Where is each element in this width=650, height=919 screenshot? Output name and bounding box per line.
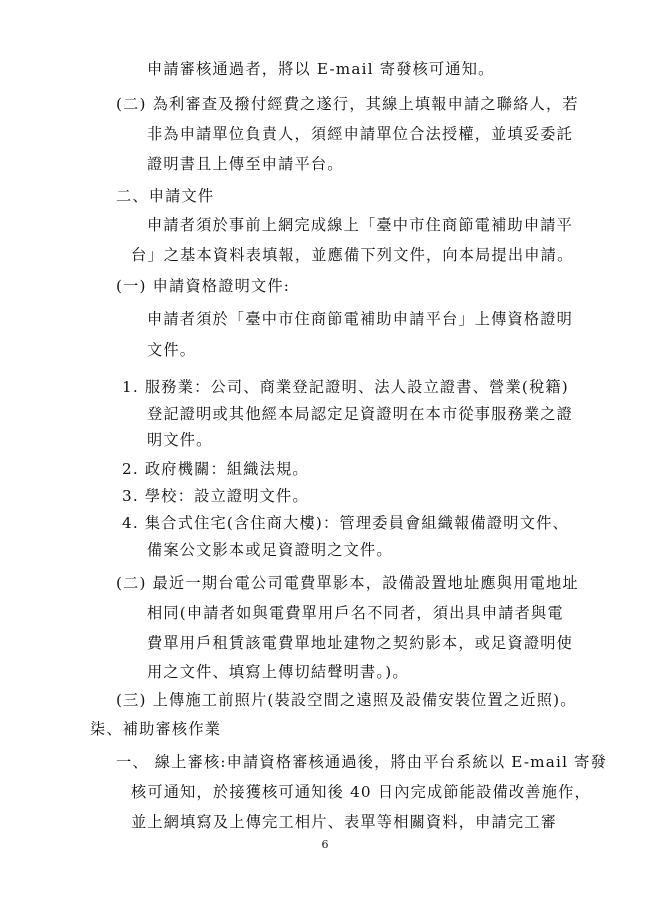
text-line: 用之文件、填寫上傳切結聲明書。)。 bbox=[147, 663, 409, 681]
list-item: 2. 政府機關：組織法規。 bbox=[122, 460, 309, 478]
text-line: 文件。 bbox=[147, 341, 197, 359]
list-item: 3. 學校：設立證明文件。 bbox=[122, 487, 309, 505]
section-heading: 柒、補助審核作業 bbox=[90, 720, 222, 738]
text-line: 備案公文影本或足資證明之文件。 bbox=[147, 541, 393, 559]
text-line: 費單用戶租賃該電費單地址建物之契約影本，或足資證明使 bbox=[147, 634, 574, 652]
text-line: 相同(申請者如與電費單用戶名不同者，須出具申請者與電 bbox=[147, 604, 564, 622]
section-heading: 二、申請文件 bbox=[116, 187, 215, 205]
list-item: 1. 服務業：公司、商業登記證明、法人設立證書、營業(稅籍) bbox=[122, 378, 569, 396]
text-line: 核可通知，於接獲核可通知後 40 日內完成節能設備改善施作， bbox=[131, 783, 591, 801]
text-line: (二) 最近一期台電公司電費單影本，設備設置地址應與用電地址 bbox=[116, 574, 579, 592]
text-line: 申請者須於「臺中市住商節電補助申請平台」上傳資格證明 bbox=[147, 310, 574, 328]
text-line: 並上網填寫及上傳完工相片、表單等相關資料，申請完工審 bbox=[131, 813, 558, 831]
list-item: 4. 集合式住宅(含住商大樓)：管理委員會組織報備證明文件、 bbox=[122, 514, 569, 532]
text-line: 證明書且上傳至申請平台。 bbox=[147, 155, 344, 173]
text-line: (二) 為利審查及撥付經費之遂行，其線上填報申請之聯絡人，若 bbox=[116, 95, 579, 113]
text-line: 申請者須於事前上網完成線上「臺中市住商節電補助申請平 bbox=[147, 216, 574, 234]
subsection-heading: (一) 申請資格證明文件: bbox=[116, 277, 291, 295]
text-line: 登記證明或其他經本局認定足資證明在本市從事服務業之證 bbox=[147, 405, 574, 423]
subsection-heading: (三) 上傳施工前照片(裝設空間之遠照及設備安裝位置之近照)。 bbox=[116, 691, 577, 709]
text-line: 台」之基本資料表填報，並應備下列文件，向本局提出申請。 bbox=[131, 246, 574, 264]
text-line: 非為申請單位負責人，須經申請單位合法授權，並填妥委託 bbox=[147, 125, 574, 143]
text-line: 明文件。 bbox=[147, 431, 213, 449]
text-line: 申請審核通過者，將以 E-mail 寄發核可通知。 bbox=[147, 60, 495, 78]
page-number: 6 bbox=[321, 838, 329, 851]
text-line: 一、 線上審核:申請資格審核通過後，將由平台系統以 E-mail 寄發 bbox=[116, 753, 607, 771]
